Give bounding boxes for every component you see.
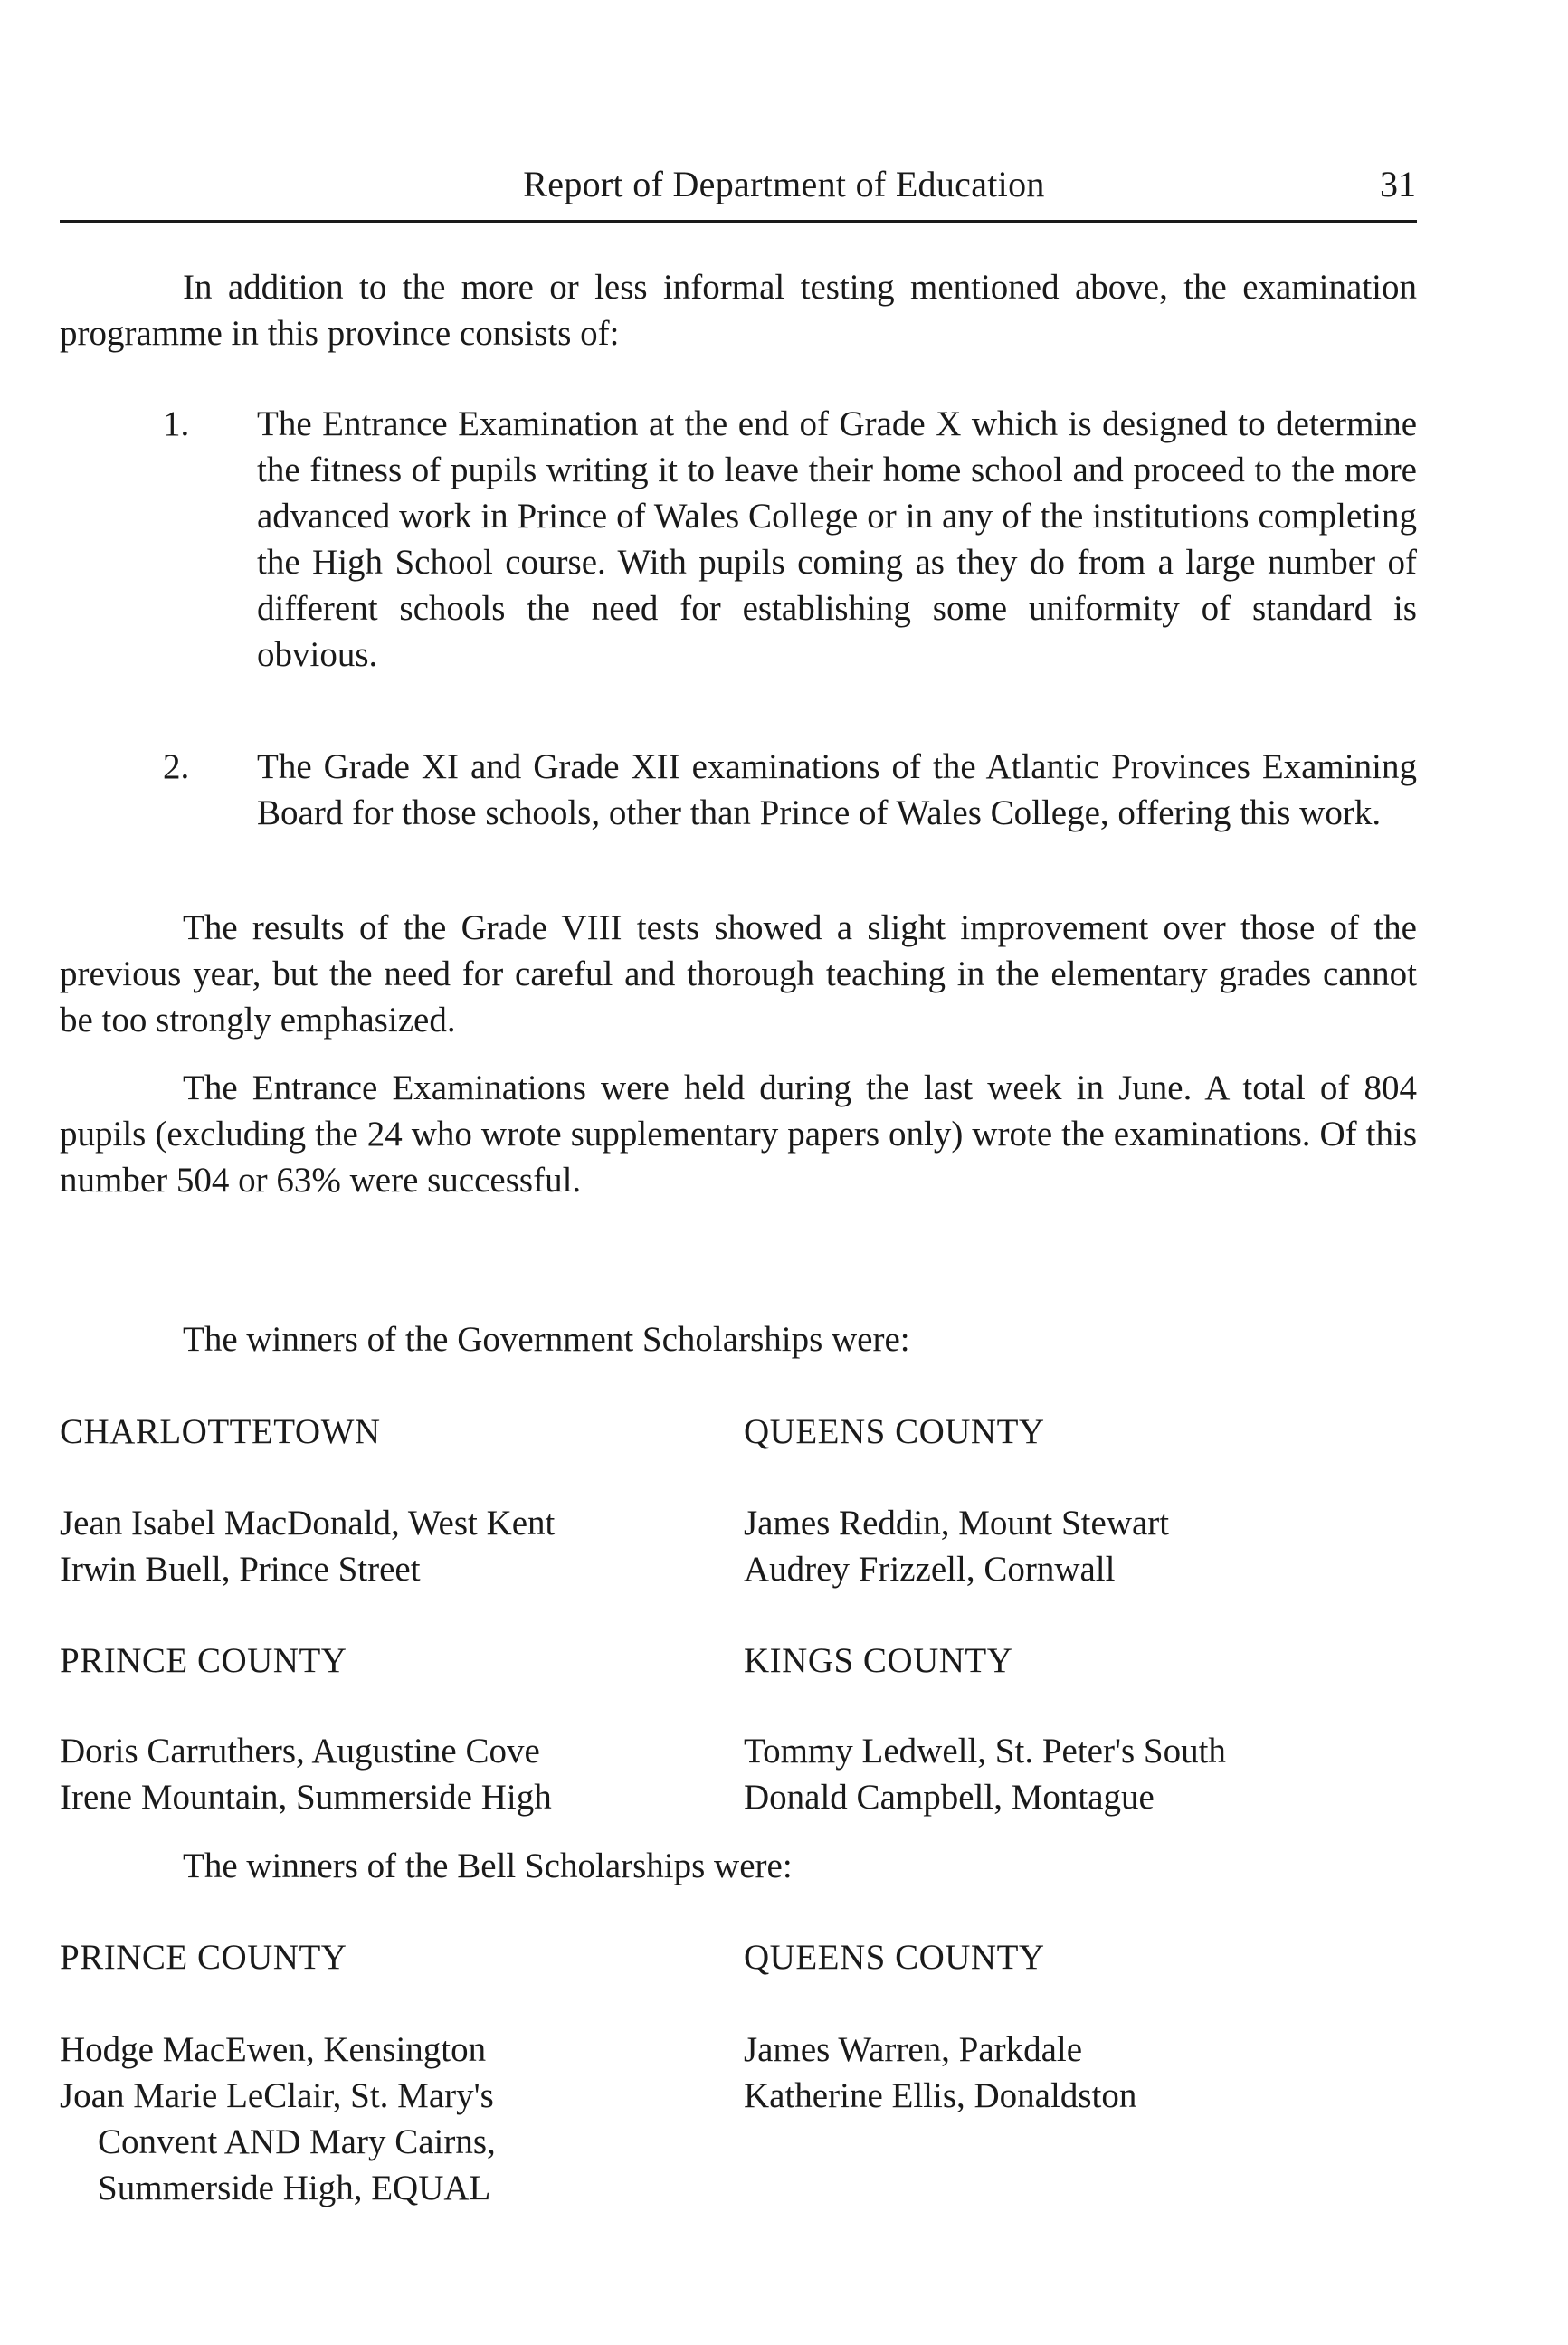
entrance-paragraph: The Entrance Examinations were held during the last week in June. A total of 804 pupils (excluding the 24 who wrote supplementary papers only) wrote the examinations. Of this number 504 or 63% were successful. [60,1068,1417,1200]
winner-name: Tommy Ledwell, St. Peter's South [744,1732,1226,1771]
winner-name: James Warren, Parkdale [744,2030,1083,2069]
winner-name: Hodge MacEwen, Kensington [60,2030,487,2069]
government-scholarships-intro: The winners of the Government Scholarships were: [183,1320,910,1359]
section-heading-queens-county: QUEENS COUNTY [744,1938,1045,1977]
intro-paragraph: In addition to the more or less informal testing mentioned above, the examination programme in this province consists of: [60,268,1417,353]
section-heading-prince-county: PRINCE COUNTY [60,1641,347,1680]
winner-name: Donald Campbell, Montague [744,1778,1155,1817]
winner-name: Doris Carruthers, Augustine Cove [60,1732,540,1771]
winner-name: Katherine Ellis, Donaldston [744,2076,1137,2115]
running-header-title: Report of Department of Education [523,164,1045,204]
winner-list-kings-county [744,1728,1431,1820]
page-number: 31 [1380,164,1416,204]
winner-list-bell-queens-county [744,2027,1431,2119]
list-number: 2. [163,747,190,786]
winner-name: James Reddin, Mount Stewart [744,1504,1170,1543]
winner-name-continuation: Convent AND Mary Cairns, [98,2122,496,2161]
header-rule [60,220,1417,223]
winner-list-bell-prince-county [60,2027,747,2211]
winner-name: Irene Mountain, Summerside High [60,1778,552,1817]
list-text: The Entrance Examination at the end of Grade X which is designed to determine the fitness of pupils writing it to leave their home school and proceed to the more advanced work in Prince of Wales College or in any of the institutions completing the High School course. With pupils coming as they do from a large number of different schools the need for establishing some uniformity of standard is obvious. [257,404,1417,674]
bell-scholarships-intro: The winners of the Bell Scholarships were: [183,1847,793,1885]
winner-name: Joan Marie LeClair, St. Mary's [60,2076,494,2115]
list-text: The Grade XI and Grade XII examinations of the Atlantic Provinces Examining Board for those schools, other than Prince of Wales College, offering this work. [257,747,1417,832]
section-heading-charlottetown: CHARLOTTETOWN [60,1412,381,1451]
list-number: 1. [163,404,190,443]
winner-name: Audrey Frizzell, Cornwall [744,1550,1116,1589]
winner-name: Jean Isabel MacDonald, West Kent [60,1504,556,1543]
winner-name-continuation: Summerside High, EQUAL [98,2169,491,2207]
section-heading-queens-county: QUEENS COUNTY [744,1412,1045,1451]
winner-list-queens-county [744,1500,1431,1592]
section-heading-prince-county: PRINCE COUNTY [60,1938,347,1977]
winner-list-prince-county [60,1728,747,1820]
winner-name: Irwin Buell, Prince Street [60,1550,421,1589]
winner-list-charlottetown [60,1500,747,1592]
section-heading-kings-county: KINGS COUNTY [744,1641,1013,1680]
grade-viii-paragraph: The results of the Grade VIII tests showed a slight improvement over those of the previous year, but the need for careful and thorough teaching in the elementary grades cannot be too strongly emphasized. [60,908,1417,1040]
